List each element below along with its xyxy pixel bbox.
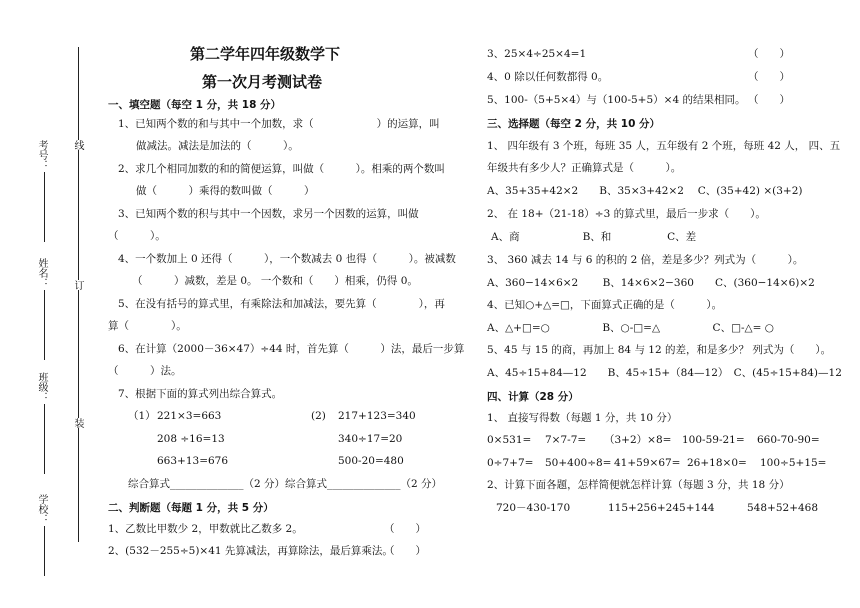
q2-line1: 2、求几个相同加数的和的简便运算，叫做（ ）。相乘的两个数叫 — [118, 163, 445, 175]
judge-3-answer[interactable]: （ ） — [748, 48, 790, 60]
q7-1-eq-b: 208 ÷16=13 — [157, 433, 225, 445]
q6-line1: 6、在计算（2000－36×47）÷44 时，首先算（ ）法，最后一步算 — [118, 343, 465, 355]
q7-2-eq-c: 500-20=480 — [338, 455, 404, 467]
label-xuexiao: 学校： — [36, 494, 47, 524]
judge-4: 4、0 除以任何数都得 0。 — [487, 71, 609, 83]
choice-2-options: A、商 B、和 C、差 — [491, 231, 697, 243]
judge-3: 3、25×4÷25×4=1 — [487, 48, 587, 60]
q7-1-eq-a: 221×3=663 — [157, 410, 222, 422]
section-judge-title: 二、判断题（每题 1 分，共 5 分） — [108, 502, 274, 514]
section-calc-title: 四、计算（28 分） — [487, 391, 579, 403]
choice-2: 2、 在 18+（21-18）÷3 的算式里，最后一步求（ ）。 — [487, 208, 766, 220]
q2-line2: 做（ ）乘得的数叫做（ ） — [136, 185, 315, 197]
q7-answer-line[interactable]: 综合算式______________（2 分）综合算式______________（2 分） — [128, 478, 443, 490]
judge-5: 5、100-（5+5×4）与（100-5+5）×4 的结果相同。 — [487, 94, 746, 106]
q7-2-label: (2) — [311, 410, 326, 422]
calc-2-item: 115+256+245+144 — [608, 502, 715, 514]
q7-1-eq-c: 663+13=676 — [157, 455, 229, 467]
label-banji: 班级： — [36, 372, 47, 402]
q1-line2: 做减法。减法是加法的（ ）。 — [136, 140, 299, 152]
section-choice-title: 三、选择题（每空 2 分，共 10 分） — [487, 118, 661, 130]
q7-1-label: （1） — [128, 410, 156, 422]
field-xuexiao[interactable] — [44, 526, 45, 576]
q5-line2: 算（ ）。 — [108, 320, 187, 332]
page-subtitle: 第一次月考测试卷 — [202, 73, 323, 91]
choice-4: 4、已知○+△=□，下面算式正确的是（ ）。 — [487, 299, 723, 311]
calc-item: 0÷7+7= — [487, 457, 534, 469]
q5-line1: 5、在没有括号的算式里，有乘除法和加减法，要先算（ ），再 — [118, 298, 445, 310]
field-xingming[interactable] — [44, 290, 45, 360]
binding-label-ding: 订 — [72, 280, 83, 290]
q7-prompt: 7、根据下面的算式列出综合算式。 — [118, 388, 283, 400]
field-banji[interactable] — [44, 404, 45, 474]
q4-line2: （ ）减数，差是 0。 一个数和（ ）相乘，仍得 0。 — [132, 275, 418, 287]
q1-line1: 1、已知两个数的和与其中一个加数，求（ ）的运算，叫 — [118, 118, 440, 130]
q7-2-eq-b: 340÷17=20 — [338, 433, 403, 445]
calc-1-prompt: 1、 直接写得数（每题 1 分，共 10 分） — [487, 412, 678, 424]
choice-3: 3、 360 减去 14 与 6 的积的 2 倍，差是多少？列式为（ ）。 — [487, 254, 804, 266]
binding-line — [78, 47, 79, 542]
q6-line2: （ ）法。 — [108, 365, 182, 377]
field-kaohao[interactable] — [44, 172, 45, 242]
judge-5-answer[interactable]: （ ） — [748, 94, 790, 106]
q3-line1: 3、已知两个数的积与其中一个因数，求另一个因数的运算，叫做 — [118, 208, 419, 220]
judge-4-answer[interactable]: （ ） — [748, 71, 790, 83]
q3-line2: （ ）。 — [108, 230, 166, 242]
calc-item: 100÷5+15= — [760, 457, 827, 469]
judge-2-answer[interactable]: （ ） — [384, 545, 426, 557]
section-fill-blank-title: 一、填空题（每空 1 分，共 18 分） — [108, 99, 282, 111]
calc-item: 26+18×0= — [687, 457, 747, 469]
choice-4-options: A、△+□=○ B、○-□=△ C、□-△= ○ — [487, 322, 774, 334]
choice-1-line1: 1、 四年级有 3 个班，每班 35 人，五年级有 2 个班，每班 42 人， 四、五 — [487, 140, 841, 152]
choice-5-options: A、45÷15+84—12 B、45÷15+（84—12） C、(45÷15+84)—12 — [487, 367, 842, 379]
calc-2-prompt: 2、计算下面各题，怎样简便就怎样计算（每题 3 分，共 18 分） — [487, 479, 790, 491]
calc-item: （3+2）×8= — [604, 434, 672, 446]
calc-item: 660-70-90= — [757, 434, 820, 446]
judge-1: 1、乙数比甲数少 2，甲数就比乙数多 2。 — [108, 523, 303, 535]
q4-line1: 4、一个数加上 0 还得（ ），一个数减去 0 也得（ ）。被减数 — [118, 253, 456, 265]
choice-1-options: A、35+35+42×2 B、35×3+42×2 C、(35+42) ×(3+2) — [487, 185, 803, 197]
judge-2: 2、(532－255÷5)×41 先算减法，再算除法，最后算乘法。 — [108, 545, 393, 557]
binding-label-xian: 线 — [72, 140, 83, 150]
choice-5: 5、45 与 15 的商，再加上 84 与 12 的差，和是多少？ 列式为（ ）。 — [487, 344, 832, 356]
binding-label-zhuang: 装 — [72, 418, 83, 428]
calc-item: 0×531= — [487, 434, 532, 446]
calc-item: 100-59-21= — [682, 434, 745, 446]
page-title: 第二学年四年级数学下 — [190, 45, 341, 63]
calc-2-item: 720－430-170 — [496, 502, 571, 514]
label-kaohao: 考号： — [36, 140, 47, 170]
judge-1-answer[interactable]: （ ） — [384, 523, 426, 535]
label-xingming: 姓名： — [36, 258, 47, 288]
choice-3-options: A、360−14×6×2 B、14×6×2−360 C、(360−14×6)×2 — [487, 277, 815, 289]
choice-1-line2: 年级共有多少人？正确算式是（ ）。 — [487, 162, 682, 174]
calc-item: 7×7-7= — [545, 434, 587, 446]
calc-2-item: 548+52+468 — [747, 502, 819, 514]
calc-item: 50+400÷8= — [545, 457, 612, 469]
calc-item: 41+59×67= — [614, 457, 681, 469]
q7-2-eq-a: 217+123=340 — [338, 410, 416, 422]
